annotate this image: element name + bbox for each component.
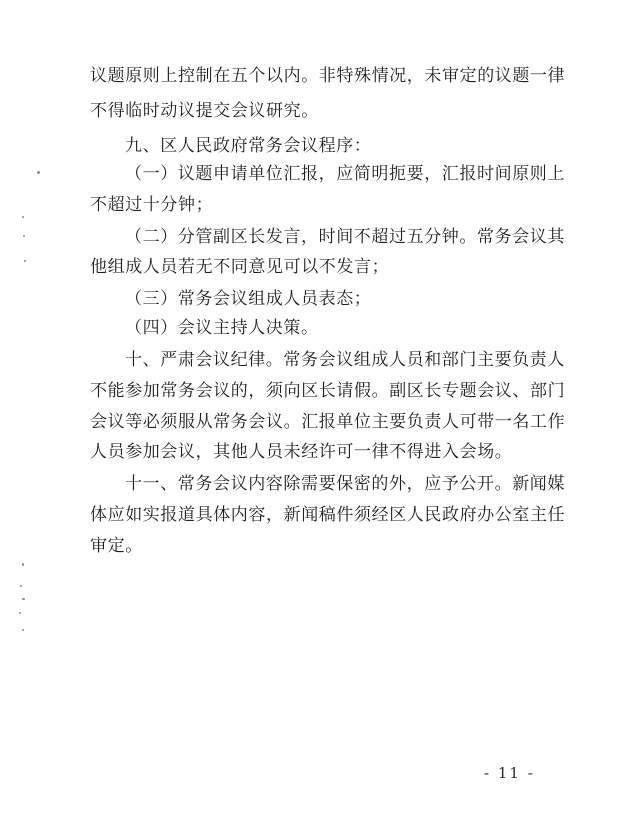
scan-speck	[23, 235, 25, 237]
paragraph-line: （一）议题申请单位汇报，应简明扼要，汇报时间原则上	[125, 164, 565, 184]
scan-speck	[22, 629, 24, 631]
scan-speck	[22, 598, 25, 600]
list-item: （三）常务会议组成人员表态；	[125, 289, 372, 309]
paragraph-line: 审定。	[90, 536, 143, 556]
paragraph-line: 他组成人员若无不同意见可以不发言；	[90, 257, 390, 277]
paragraph-line: 体应如实报道具体内容，新闻稿件须经区人民政府办公室主任	[90, 505, 566, 525]
paragraph-line: 议题原则上控制在五个以内。非特殊情况，未审定的议题一律	[90, 66, 566, 86]
scan-speck	[19, 612, 21, 614]
scan-speck	[22, 563, 24, 566]
paragraph-line: 人员参加会议，其他人员未经许可一律不得进入会场。	[90, 442, 513, 462]
scan-speck	[37, 171, 40, 174]
section-heading-nine: 九、区人民政府常务会议程序：	[125, 136, 372, 156]
paragraph-line: 不能参加常务会议的，须向区长请假。副区长专题会议、部门	[90, 381, 566, 401]
paragraph-line: （二）分管副区长发言，时间不超过五分钟。常务会议其	[125, 227, 565, 247]
paragraph-line: 不超过十分钟；	[90, 195, 214, 215]
scan-speck	[22, 216, 24, 218]
list-item: （四）会议主持人决策。	[125, 318, 319, 338]
paragraph-line: 不得临时动议提交会议研究。	[90, 101, 319, 121]
scan-speck	[20, 585, 22, 587]
page-number: - 11 -	[484, 764, 535, 782]
section-heading-ten: 十、严肃会议纪律。常务会议组成人员和部门主要负责人	[125, 350, 565, 370]
scan-speck	[24, 260, 26, 262]
section-heading-eleven: 十一、常务会议内容除需要保密的外，应予公开。新闻媒	[125, 474, 565, 494]
paragraph-line: 会议等必须服从常务会议。汇报单位主要负责人可带一名工作	[90, 412, 566, 432]
